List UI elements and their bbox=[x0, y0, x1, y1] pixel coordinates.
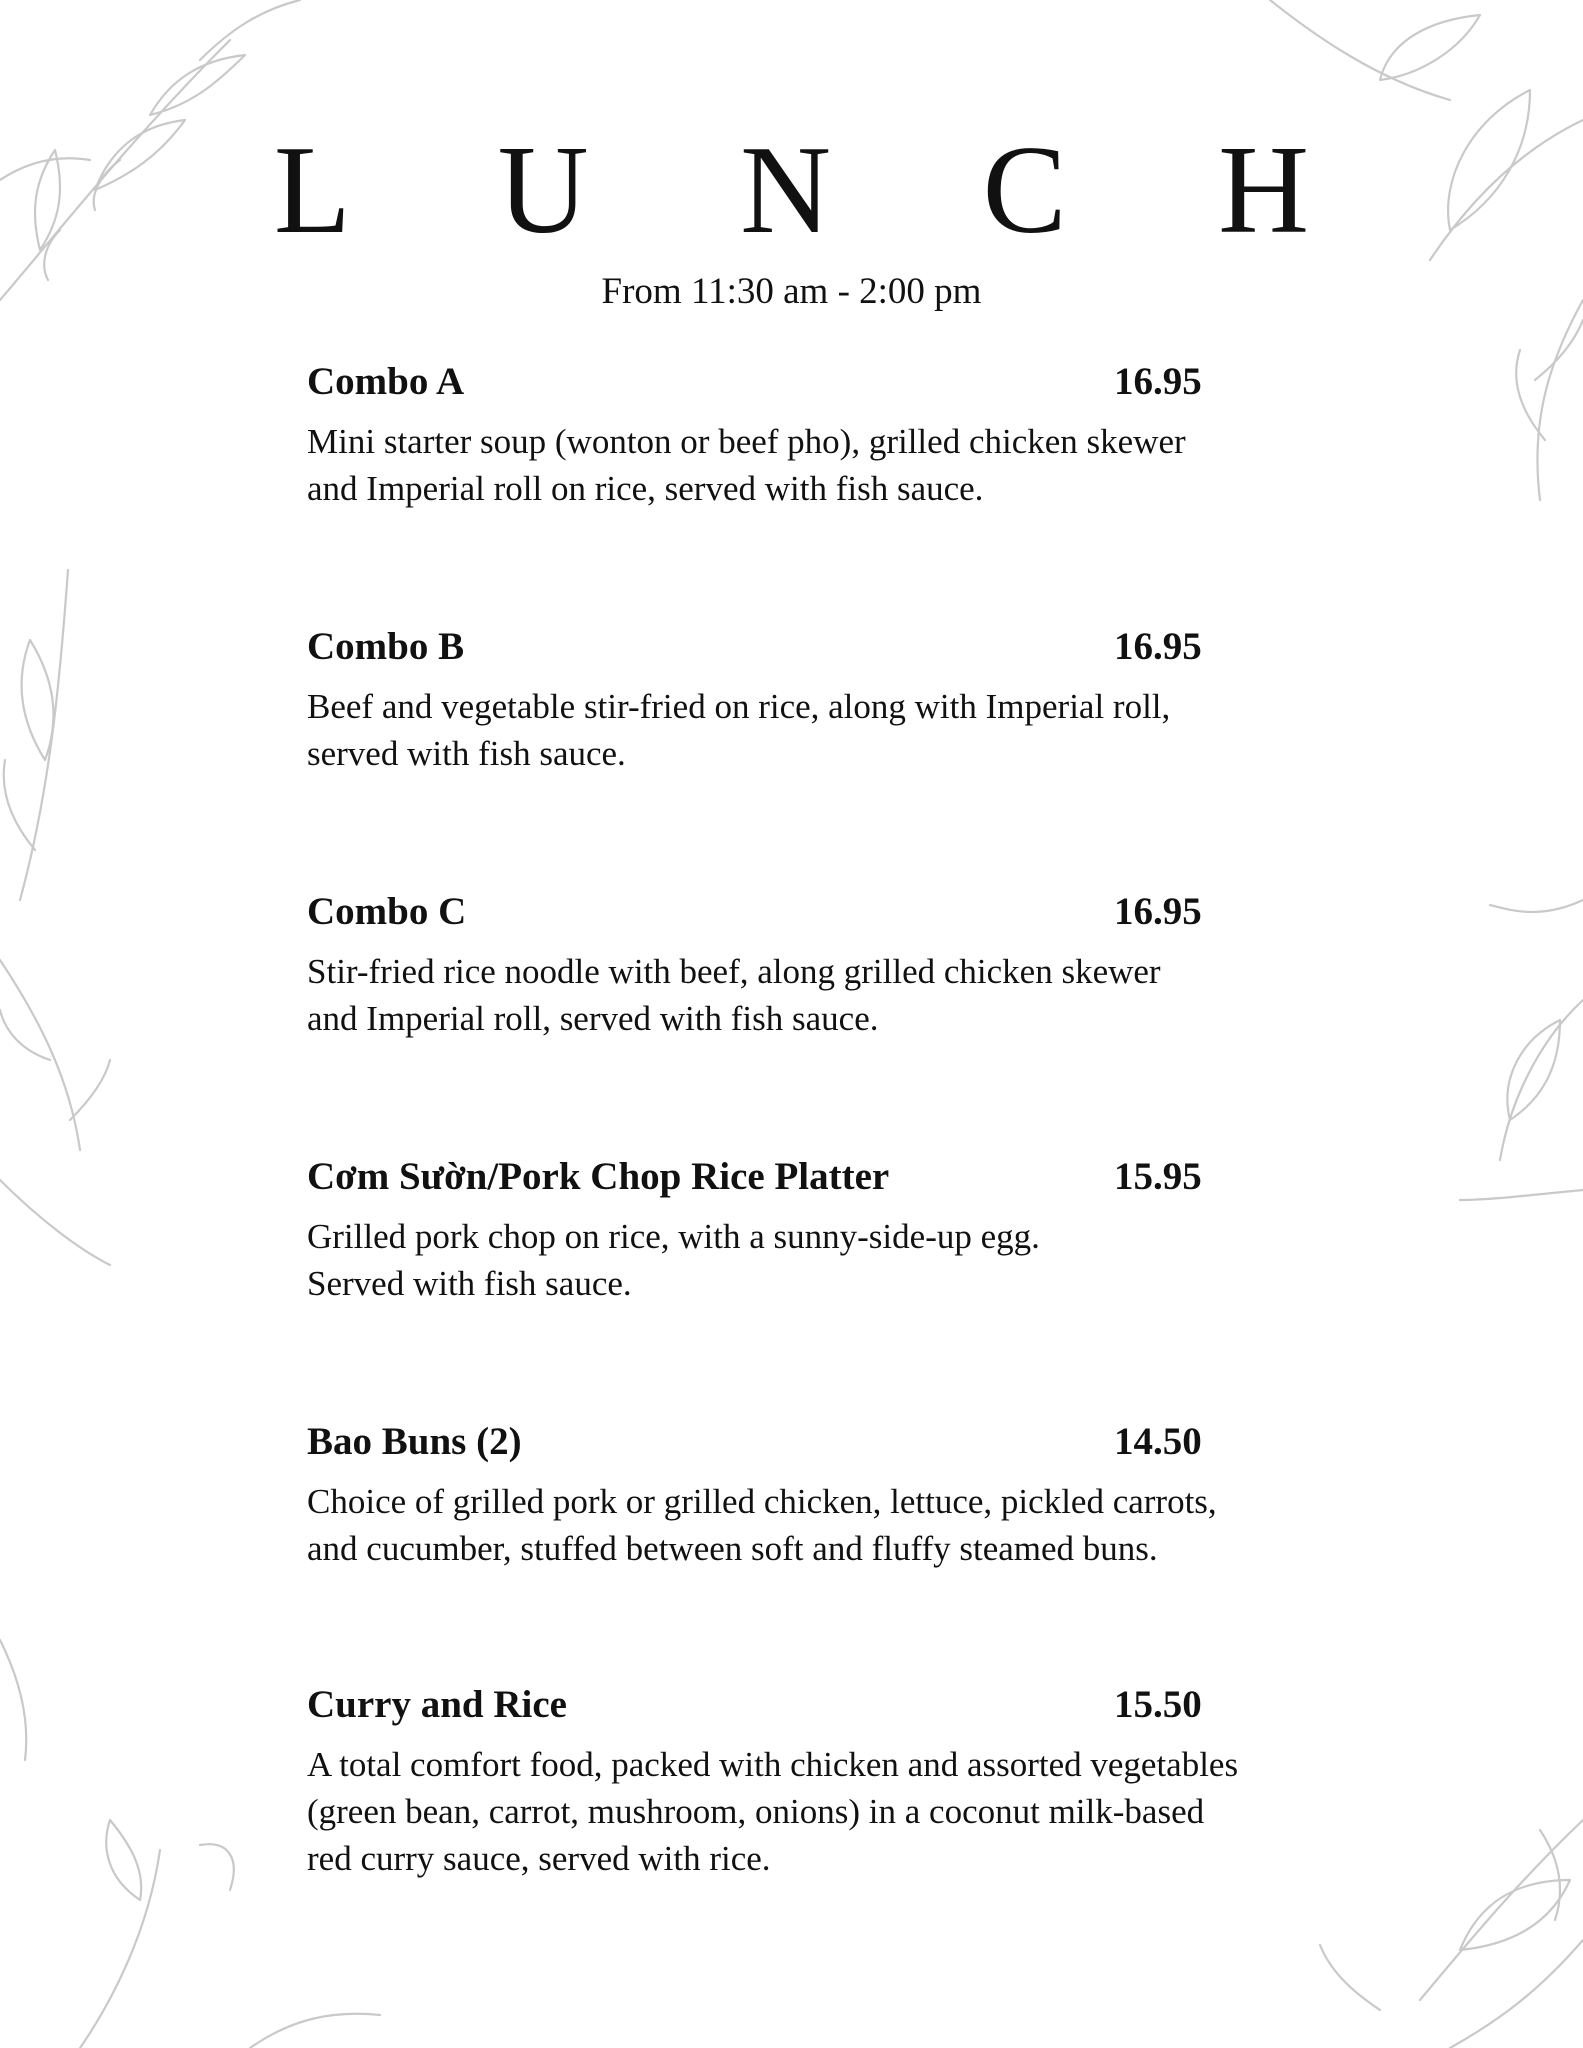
item-description-line: red curry sauce, served with rice. bbox=[307, 1839, 771, 1878]
item-price: 16.95 bbox=[1114, 360, 1202, 403]
item-description-line: served with fish sauce. bbox=[307, 734, 626, 773]
lunch-hours: From 11:30 am - 2:00 pm bbox=[601, 271, 982, 312]
item-description bbox=[307, 1213, 1367, 1307]
menu-item bbox=[307, 1681, 1367, 1882]
item-description-line: and Imperial roll, served with fish sauce. bbox=[307, 999, 879, 1038]
item-name: Cơm Sườn/Pork Chop Rice Platter bbox=[307, 1155, 890, 1198]
item-name: Bao Buns (2) bbox=[307, 1420, 522, 1463]
item-description-line: and cucumber, stuffed between soft and fluffy steamed buns. bbox=[307, 1529, 1158, 1568]
item-description-line: A total comfort food, packed with chicken and assorted vegetables bbox=[307, 1745, 1239, 1784]
menu-item bbox=[307, 888, 1367, 1042]
item-price: 15.50 bbox=[1114, 1683, 1202, 1726]
item-description-line: Grilled pork chop on rice, with a sunny-side-up egg. bbox=[307, 1217, 1040, 1256]
item-name: Combo C bbox=[307, 890, 467, 933]
item-price: 16.95 bbox=[1114, 890, 1202, 933]
item-description bbox=[307, 1741, 1367, 1882]
item-description bbox=[307, 1478, 1367, 1572]
item-description bbox=[307, 948, 1367, 1042]
page-title: L U N C H bbox=[273, 121, 1370, 260]
item-description-line: Served with fish sauce. bbox=[307, 1264, 632, 1303]
item-price: 14.50 bbox=[1114, 1420, 1202, 1463]
item-description-line: Beef and vegetable stir-fried on rice, along with Imperial roll, bbox=[307, 687, 1171, 726]
item-name: Combo B bbox=[307, 625, 465, 668]
item-description-line: Choice of grilled pork or grilled chicken, lettuce, pickled carrots, bbox=[307, 1482, 1217, 1521]
menu-item bbox=[307, 358, 1367, 512]
item-price: 16.95 bbox=[1114, 625, 1202, 668]
item-price: 15.95 bbox=[1114, 1155, 1202, 1198]
menu-item bbox=[307, 1153, 1367, 1307]
item-description-line: Stir-fried rice noodle with beef, along grilled chicken skewer bbox=[307, 952, 1161, 991]
item-name: Curry and Rice bbox=[307, 1683, 567, 1726]
item-description-line: (green bean, carrot, mushroom, onions) in a coconut milk-based bbox=[307, 1792, 1205, 1831]
item-name: Combo A bbox=[307, 360, 465, 403]
menu-item bbox=[307, 623, 1367, 777]
item-description-line: and Imperial roll on rice, served with fish sauce. bbox=[307, 469, 984, 508]
item-description bbox=[307, 683, 1367, 777]
menu-item bbox=[307, 1418, 1367, 1572]
item-description-line: Mini starter soup (wonton or beef pho), grilled chicken skewer bbox=[307, 422, 1186, 461]
item-description bbox=[307, 418, 1367, 512]
